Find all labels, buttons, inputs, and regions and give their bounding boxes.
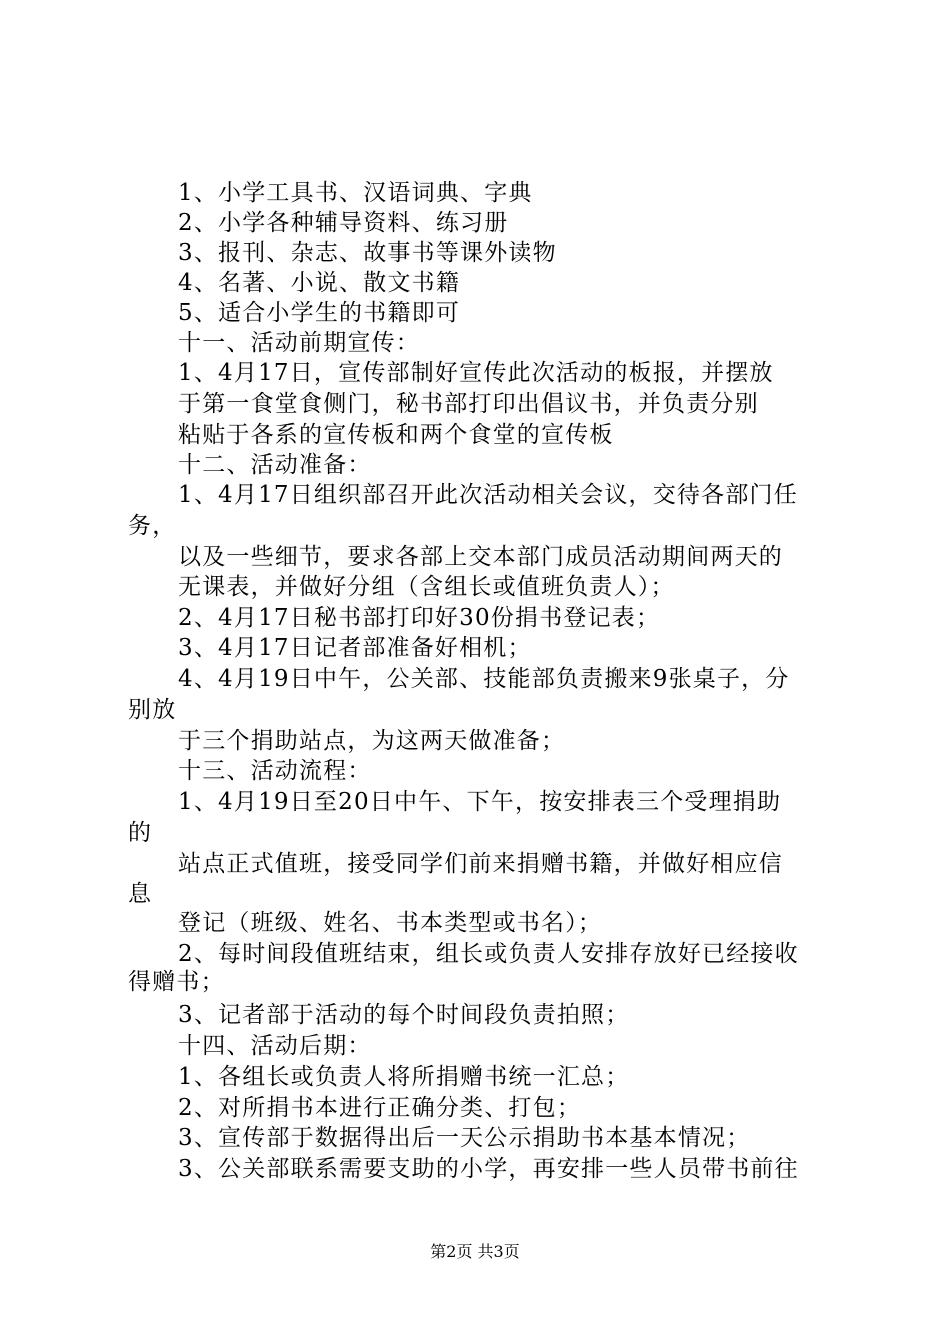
list-item-2: 2、小学各种辅导资料、练习册 [178, 210, 509, 236]
section-heading-14: 十四、活动后期： [178, 1033, 372, 1059]
section-heading-13: 十三、活动流程： [178, 758, 372, 784]
section-heading-11: 十一、活动前期宣传： [178, 330, 420, 356]
paragraph-line: 1、4月19日至20日中午、下午，按安排表三个受理捐助 [178, 789, 782, 815]
paragraph-line-wrap: 息 [128, 881, 153, 907]
paragraph-line: 于第一食堂食侧门，秘书部打印出倡议书，并负责分别 [178, 391, 759, 417]
paragraph-line-wrap: 得赠书； [128, 969, 225, 995]
list-item-4: 4、名著、小说、散文书籍 [178, 270, 461, 296]
paragraph-line: 1、各组长或负责人将所捐赠书统一汇总； [178, 1064, 630, 1090]
section-heading-12: 十二、活动准备： [178, 452, 372, 478]
paragraph-line-wrap: 务， [128, 513, 177, 539]
paragraph-line: 以及一些细节，要求各部上交本部门成员活动期间两天的 [178, 544, 783, 570]
paragraph-line: 无课表，并做好分组（含组长或值班负责人）； [178, 574, 675, 600]
paragraph-line: 登记（班级、姓名、书本类型或书名）； [178, 910, 603, 936]
paragraph-line: 粘贴于各系的宣传板和两个食堂的宣传板 [178, 422, 614, 448]
paragraph-line: 3、宣传部于数据得出后一天公示捐助书本基本情况； [178, 1125, 751, 1151]
list-item-1: 1、小学工具书、汉语词典、字典 [178, 180, 533, 206]
paragraph-line: 2、每时间段值班结束，组长或负责人安排存放好已经接收 [178, 941, 799, 967]
paragraph-line: 1、4月17日组织部召开此次活动相关会议，交待各部门任 [178, 482, 798, 508]
paragraph-line: 4、4月19日中午，公关部、技能部负责搬来9张桌子，分 [178, 666, 790, 692]
paragraph-line: 2、对所捐书本进行正确分类、打包； [178, 1095, 582, 1121]
paragraph-line: 2、4月17日秘书部打印好30份捐书登记表； [178, 605, 661, 631]
page-number: 第2页 共3页 [430, 1242, 520, 1261]
paragraph-line-wrap: 别放 [128, 697, 177, 723]
paragraph-line: 1、4月17日，宣传部制好宣传此次活动的板报，并摆放 [178, 360, 774, 386]
list-item-5: 5、适合小学生的书籍即可 [178, 300, 461, 326]
paragraph-line: 3、记者部于活动的每个时间段负责拍照； [178, 1002, 630, 1028]
paragraph-line: 于三个捐助站点，为这两天做准备； [178, 728, 566, 754]
paragraph-line: 3、4月17日记者部准备好相机； [178, 635, 532, 661]
paragraph-line: 站点正式值班，接受同学们前来捐赠书籍，并做好相应信 [178, 851, 783, 877]
paragraph-line-wrap: 的 [128, 820, 153, 846]
paragraph-line: 3、公关部联系需要支助的小学，再安排一些人员带书前往 [178, 1156, 799, 1182]
list-item-3: 3、报刊、杂志、故事书等课外读物 [178, 240, 557, 266]
